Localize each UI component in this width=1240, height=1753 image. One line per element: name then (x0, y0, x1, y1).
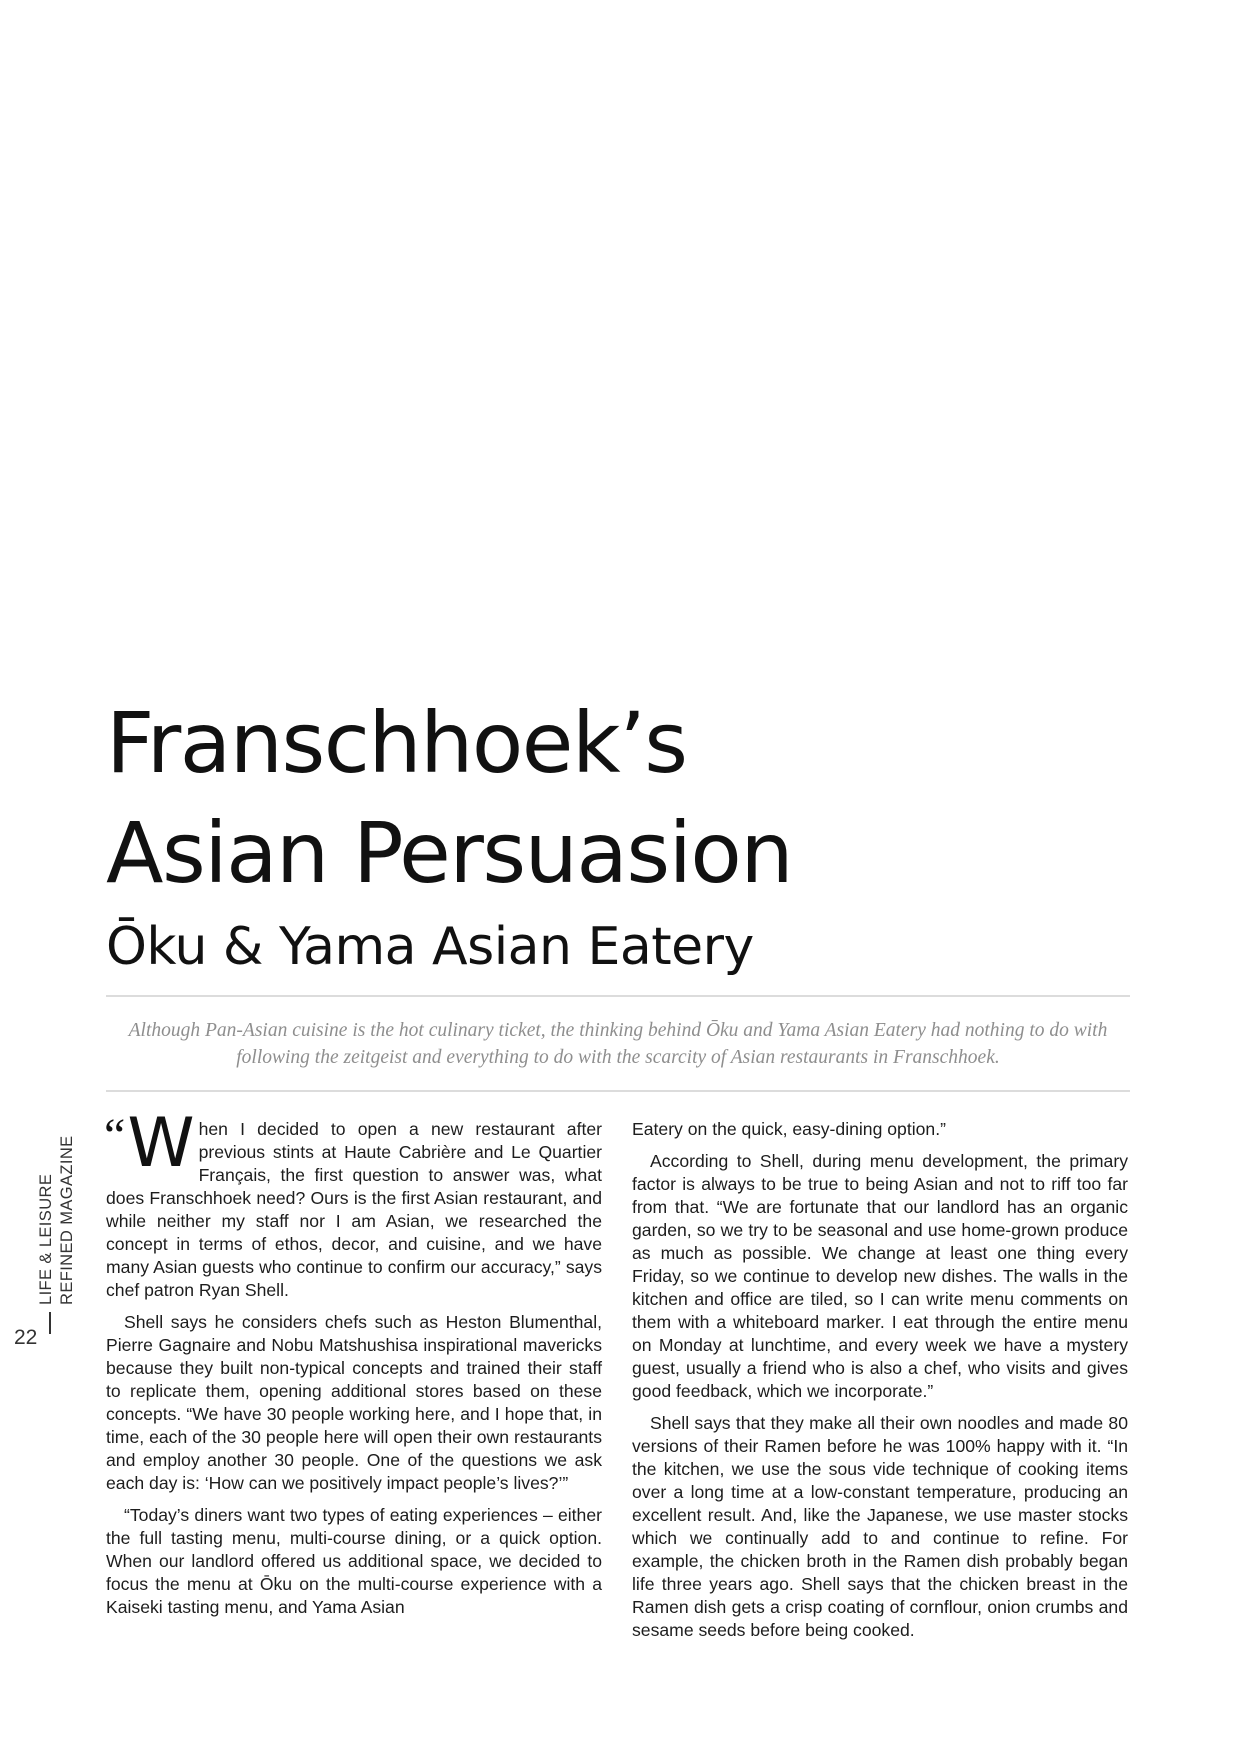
body-column-right (632, 1118, 1128, 1651)
side-folio (26, 1100, 76, 1360)
body-paragraph: Eatery on the quick, easy-dining option.” (632, 1119, 946, 1139)
body-paragraph-text: hen I decided to open a new restaurant after previous stints at Haute Cabrière and Le Quartier Français, the first question to answer was, what does Franschhoek need? Ours is the first Asian restaurant, and while neither my staff nor I am Asian, we researched the concept in terms of ethos, decor, and cuisine, and we have many Asian guests who continue to confirm our accuracy,” says chef patron Ryan Shell. (106, 1119, 602, 1300)
divider-bottom (106, 1090, 1130, 1092)
side-folio-text (36, 1135, 78, 1305)
page-number: 22 (14, 1326, 38, 1349)
article-title (106, 688, 1126, 908)
drop-cap: W (127, 1104, 195, 1183)
body-paragraph: According to Shell, during menu development, the primary factor is always to be true to being Asian and not to riff too far from that. “We are fortunate that our landlord has an organic garden, so we try to be seasonal and use home-grown produce as much as possible. We change at least one thing every Friday, so we continue to develop new dishes. The walls in the kitchen and office are tiled, so I can write menu comments on them with a whiteboard marker. I eat through the entire menu on Monday at lunchtime, and every week we have a mystery guest, usually a friend who is also a chef, who visits and gives good feedback, which we incorporate.” (632, 1151, 1128, 1401)
article-title-line-2: Asian Persuasion (106, 804, 793, 902)
body-paragraph: Shell says he considers chefs such as Heston Blumenthal, Pierre Gagnaire and Nobu Matshushisa inspirational mavericks because they built non-typical concepts and trained their staff to replicate them, opening additional stores based on these concepts. “We have 30 people working here, and I hope that, in time, each of the 30 people here will open their own restaurants and employ another 30 people. One of the questions we ask each day is: ‘How can we positively impact people’s lives?’” (106, 1312, 602, 1493)
body-column-left (104, 1104, 602, 1628)
body-paragraph: “Today’s diners want two types of eating experiences – either the full tasting menu, multi-course dining, or a quick option. When our landlord offered us additional space, we decided to focus the menu at Ōku on the multi-course experience with a Kaiseki tasting menu, and Yama Asian (106, 1505, 602, 1617)
body-paragraph (104, 1104, 602, 1302)
article-subtitle: Ōku & Yama Asian Eatery (106, 917, 754, 977)
article-title-line-1: Franschhoek’s (106, 694, 687, 792)
divider-top (106, 995, 1130, 997)
opening-quote-mark: “ (104, 1109, 126, 1162)
folio-section: LIFE & LEISURE (37, 1173, 55, 1305)
standfirst: Although Pan-Asian cuisine is the hot culinary ticket, the thinking behind Ōku and Yama Asian Eatery had nothing to do with following the zeitgeist and everything to do with the scarcity of Asian restaurants in Franschhoek. (128, 1020, 1108, 1068)
body-paragraph: Shell says that they make all their own noodles and made 80 versions of their Ramen before he was 100% happy with it. “In the kitchen, we use the sous vide technique of cooking items over a long time at a low-constant temperature, producing an excellent result. And, like the Japanese, we use master stocks which we continually add to and continue to refine. For example, the chicken broth in the Ramen dish probably began life three years ago. Shell says that the chicken breast in the Ramen dish gets a crisp coating of cornflour, onion crumbs and sesame seeds before being cooked. (632, 1413, 1128, 1640)
folio-magazine: REFINED MAGAZINE (58, 1135, 76, 1305)
folio-divider (49, 1312, 51, 1334)
